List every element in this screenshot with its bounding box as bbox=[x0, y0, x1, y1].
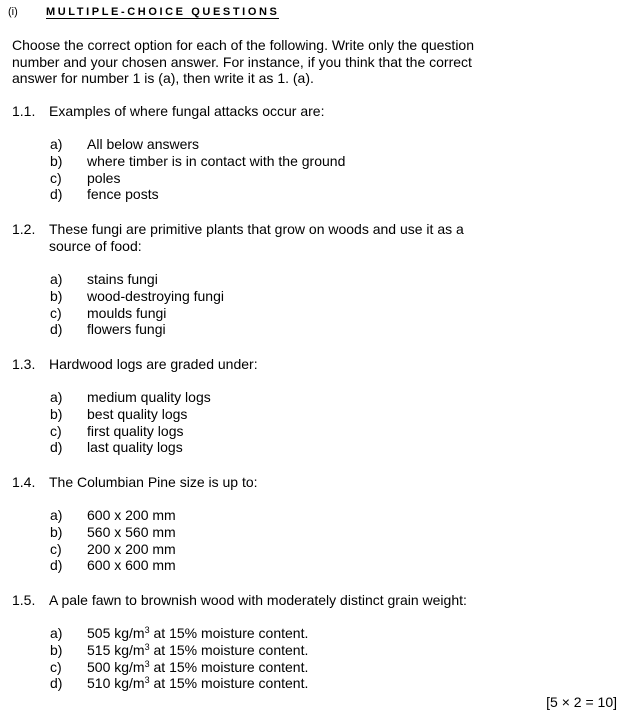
question-number: 1.4. bbox=[12, 474, 36, 490]
option-text: All below answers bbox=[87, 136, 200, 152]
options-list bbox=[50, 136, 612, 203]
option-text: medium quality logs bbox=[87, 389, 211, 405]
question-text: The Columbian Pine size is up to: bbox=[49, 474, 258, 490]
option bbox=[50, 439, 612, 456]
option-letter: c) bbox=[50, 304, 62, 321]
option-text: 515 $kg/m^3$ at 15% moisture content. bbox=[87, 641, 309, 658]
option-letter: a) bbox=[50, 271, 63, 287]
option bbox=[50, 507, 612, 524]
option-text: stains fungi bbox=[87, 271, 158, 287]
question-1-4 bbox=[12, 474, 612, 574]
option-letter: c) bbox=[50, 540, 62, 557]
option-letter: b) bbox=[50, 152, 63, 169]
option-letter: b) bbox=[50, 641, 63, 658]
option bbox=[50, 305, 612, 322]
option bbox=[50, 389, 612, 406]
option-letter: c) bbox=[50, 422, 62, 439]
option-text: flowers fungi bbox=[87, 321, 166, 338]
option bbox=[50, 423, 612, 440]
option-text: last quality logs bbox=[87, 439, 183, 456]
question-number: 1.1. bbox=[12, 103, 36, 119]
options-list bbox=[50, 507, 612, 574]
options-list bbox=[50, 625, 612, 692]
option-letter: d) bbox=[50, 557, 63, 574]
section-number: (i) bbox=[8, 6, 18, 18]
option bbox=[50, 153, 612, 170]
option-letter: a) bbox=[50, 625, 63, 641]
option bbox=[50, 186, 612, 203]
question-number: 1.5. bbox=[12, 592, 36, 608]
option-letter: b) bbox=[50, 405, 63, 422]
question-number: 1.3. bbox=[12, 356, 36, 372]
option-letter: d) bbox=[50, 321, 63, 338]
option-letter: b) bbox=[50, 523, 63, 540]
option-letter: c) bbox=[50, 658, 62, 675]
option bbox=[50, 136, 612, 153]
question-number: 1.2. bbox=[12, 221, 36, 237]
option-text: 560 x 560 mm bbox=[87, 523, 176, 540]
option bbox=[50, 642, 612, 659]
question-text: Hardwood logs are graded under: bbox=[49, 356, 258, 372]
marks-allocation: [5 × 2 = 10] bbox=[546, 694, 617, 710]
option-text: wood-destroying fungi bbox=[87, 287, 224, 304]
section-title: MULTIPLE-CHOICE QUESTIONS bbox=[46, 6, 280, 18]
question-1-3 bbox=[12, 356, 612, 456]
option bbox=[50, 557, 612, 574]
option bbox=[50, 524, 612, 541]
option-text: 600 x 600 mm bbox=[87, 557, 176, 574]
option-letter: a) bbox=[50, 389, 63, 405]
question-text: Examples of where fungal attacks occur are: bbox=[49, 103, 325, 119]
option bbox=[50, 625, 612, 642]
option-text: 500 $kg/m^3$ at 15% moisture content. bbox=[87, 658, 309, 675]
options-list bbox=[50, 389, 612, 456]
question-text: These fungi are primitive plants that grow on woods and use it as a source of food: bbox=[49, 221, 464, 254]
option-text: where timber is in contact with the ground bbox=[87, 152, 346, 169]
option-text: best quality logs bbox=[87, 405, 188, 422]
question-1-1 bbox=[12, 103, 612, 203]
option-letter: c) bbox=[50, 169, 62, 186]
option bbox=[50, 170, 612, 187]
option-text: 600 x 200 mm bbox=[87, 507, 176, 523]
option-text: 505 $kg/m^3$ at 15% moisture content. bbox=[87, 625, 309, 641]
options-list bbox=[50, 271, 612, 338]
option-letter: b) bbox=[50, 287, 63, 304]
option-text: 200 x 200 mm bbox=[87, 540, 176, 557]
option bbox=[50, 321, 612, 338]
option bbox=[50, 659, 612, 676]
option-text: 510 $kg/m^3$ at 15% moisture content. bbox=[87, 675, 309, 692]
section-header bbox=[8, 6, 279, 19]
option-text: moulds fungi bbox=[87, 304, 167, 321]
option-text: first quality logs bbox=[87, 422, 184, 439]
question-text: A pale fawn to brownish wood with moderately distinct grain weight: bbox=[49, 592, 467, 608]
option bbox=[50, 675, 612, 692]
option bbox=[50, 406, 612, 423]
option-letter: d) bbox=[50, 186, 63, 203]
option-text: fence posts bbox=[87, 186, 159, 203]
option bbox=[50, 271, 612, 288]
question-1-2 bbox=[12, 221, 612, 338]
option bbox=[50, 288, 612, 305]
option-letter: d) bbox=[50, 675, 63, 692]
option bbox=[50, 541, 612, 558]
option-letter: d) bbox=[50, 439, 63, 456]
option-letter: a) bbox=[50, 507, 63, 523]
option-text: poles bbox=[87, 169, 121, 186]
question-1-5 bbox=[12, 592, 612, 692]
instructions: Choose the correct option for each of the following. Write only the question number and your chosen answer. For instance, if you think that the correct answer for number 1 is (a), then write it as 1. (a). bbox=[12, 37, 475, 86]
option-letter: a) bbox=[50, 136, 63, 152]
